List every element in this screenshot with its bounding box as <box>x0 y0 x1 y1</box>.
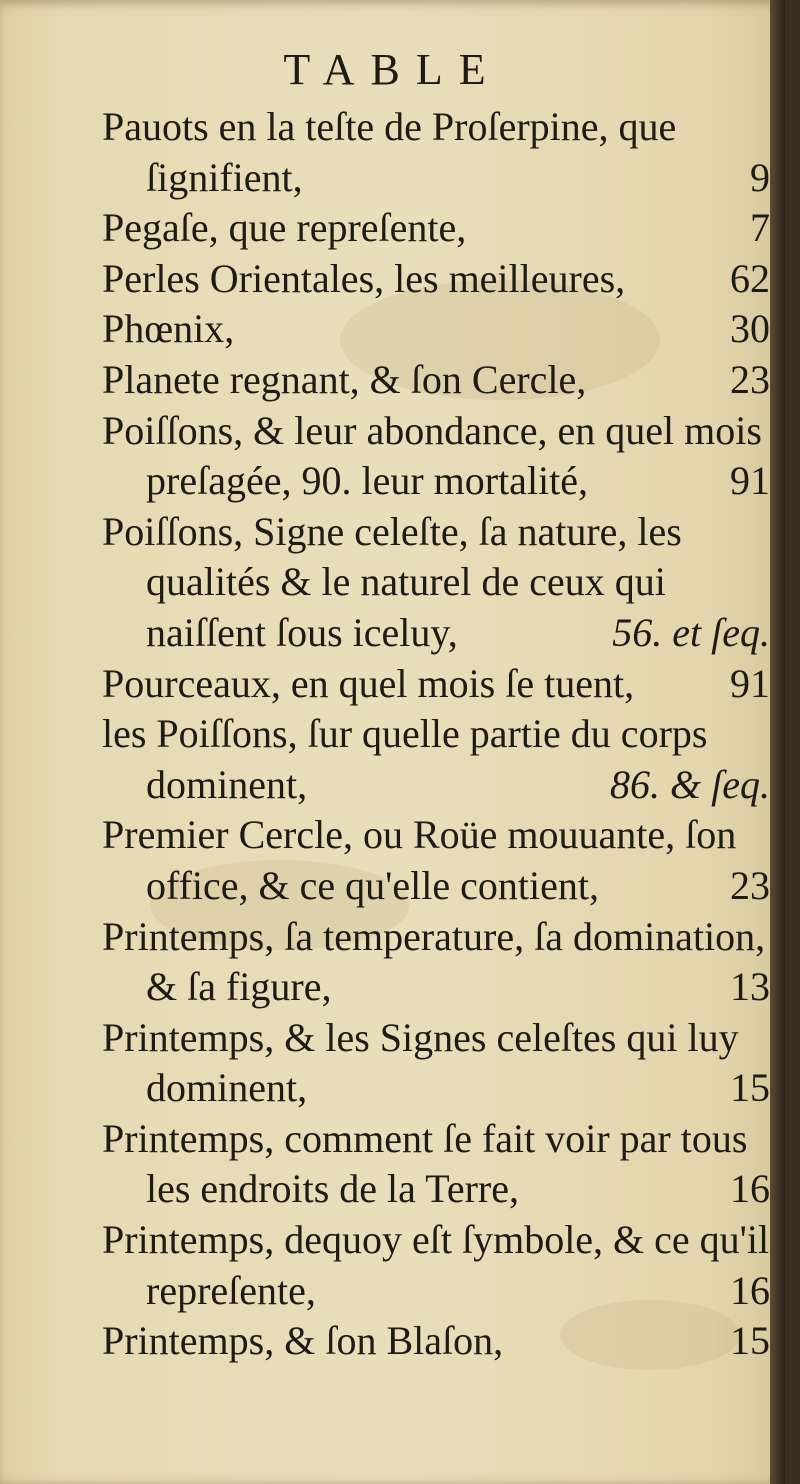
entry-text: Printemps, & ſon Blaſon, <box>102 1318 504 1364</box>
entry-page-number: 15 <box>730 1065 770 1111</box>
entry-text: Pourceaux, en quel mois ſe tuent, <box>102 660 635 706</box>
entry-text: Phœnix, <box>102 306 235 352</box>
entry-page-number: 23 <box>730 356 770 402</box>
entry-page-number: 56. et ſeq. <box>612 609 770 655</box>
index-entry <box>102 1114 770 1215</box>
index-entry <box>102 659 770 710</box>
index-entry <box>102 709 770 810</box>
entry-page-number: 23 <box>730 862 770 908</box>
entry-text: Poiſſons, Signe celeſte, ſa nature, les qualités & le naturel de ceux qui naiſſent ſous iceluy, <box>102 508 682 655</box>
index-entry <box>102 254 770 305</box>
index-entry <box>102 810 770 911</box>
entry-text: Perles Orientales, les meilleures, <box>102 255 626 301</box>
entry-page-number: 9 <box>750 154 770 200</box>
entry-text: Printemps, & les Signes celeſtes qui luy dominent, <box>102 1014 739 1111</box>
entry-page-number: 62 <box>730 255 770 301</box>
index-entry <box>102 507 770 659</box>
entry-text: Pauots en la teſte de Proſerpine, que ſignifient, <box>102 104 677 200</box>
entry-text: les Poiſſons, ſur quelle partie du corps dominent, <box>102 711 708 807</box>
entry-text: Planete regnant, & ſon Cercle, <box>102 356 587 402</box>
running-head: TABLE <box>283 45 502 94</box>
entry-page-number: 91 <box>730 458 770 504</box>
entry-text: Premier Cercle, ou Roüe mouuante, ſon office, & ce qu'elle contient, <box>102 812 737 908</box>
index-entry <box>102 355 770 406</box>
index-entry <box>102 912 770 1013</box>
index-entry <box>102 1215 770 1316</box>
entry-page-number: 13 <box>730 964 770 1010</box>
binding-shadow <box>770 0 785 1484</box>
index-entries <box>102 102 770 1367</box>
entry-text: Printemps, comment ſe fait voir par tous les endroits de la Terre, <box>102 1115 748 1212</box>
index-entry <box>102 203 770 254</box>
entry-page-number: 86. & ſeq. <box>610 761 770 807</box>
index-entry <box>102 1013 770 1114</box>
index-entry <box>102 1316 770 1367</box>
entry-text: Printemps, dequoy eſt ſymbole, & ce qu'il repreſente, <box>102 1217 770 1313</box>
entry-page-number: 16 <box>730 1166 770 1212</box>
index-entry <box>102 304 770 355</box>
entry-page-number: 16 <box>730 1267 770 1313</box>
index-entry <box>102 406 770 507</box>
index-entry <box>102 102 770 203</box>
entry-page-number: 30 <box>730 306 770 352</box>
entry-page-number: 7 <box>750 205 770 251</box>
entry-page-number: 91 <box>730 660 770 706</box>
entry-text: Printemps, ſa temperature, ſa domination, & ſa figure, <box>102 913 766 1010</box>
entry-text: Poiſſons, & leur abondance, en quel mois preſagée, 90. leur mortalité, <box>102 407 762 504</box>
entry-page-number: 15 <box>730 1318 770 1364</box>
entry-text: Pegaſe, que repreſente, <box>102 205 467 251</box>
